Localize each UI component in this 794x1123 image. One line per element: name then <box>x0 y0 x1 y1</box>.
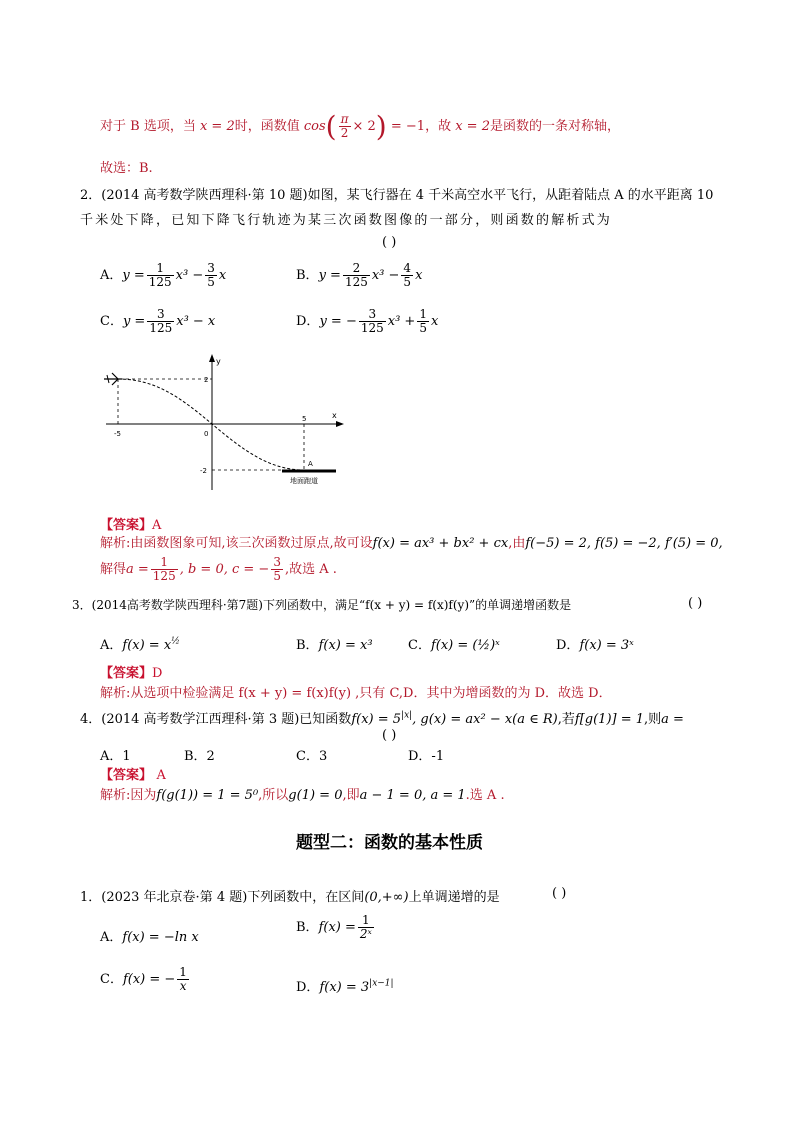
q2-option-d: D．y = − $\frac{3}{125}$ x³ + $\frac{1}{5}$ x <box>296 307 439 336</box>
q3-option-b: B．f(x) = x³ <box>296 638 373 653</box>
q2-option-b: B．y = $\frac{2}{125}$ x³ − $\frac{4}{5}$ x <box>296 261 423 290</box>
tick-2: 2 <box>204 376 209 384</box>
x-axis-arrow <box>336 421 344 427</box>
prev-solution-line: 对于 B 选项，当 x = 2时，函数值 cos( $\frac{\pi}{2}$ × 2) = −1，故 x = 2是函数的一条对称轴， <box>100 110 620 143</box>
s1-answer-paren: ( ) <box>552 886 567 901</box>
origin-label: 0 <box>204 430 209 438</box>
q2-solution-line2: 解得a = $\frac{1}{125}$ , b = 0, c = − $\frac{3}{5}$ ,故选 A . <box>100 555 337 584</box>
section-title: 题型二：函数的基本性质 <box>296 833 483 853</box>
s1-option-c: C．f(x) = − $\frac{1}{x}$ <box>100 965 187 994</box>
s1-option-d: D．$f(x) = 3^{|x-1|}$ <box>296 978 394 995</box>
s1-stem: 1．(2023 年北京卷·第 4 题)下列函数中，在区间(0,+∞)上单调递增的是 <box>80 890 500 905</box>
fraction: $\frac{\pi}{2}$ <box>340 111 349 140</box>
q3-option-a: A．$f(x) = x^{\frac{1}{2}}$ <box>100 636 180 653</box>
q2-stem-line1: 2．(2014 高考数学陕西理科·第 10 题)如图，某飞行器在 4 千米高空水平飞行，从距着陆点 A 的水平距离 10 <box>80 188 714 203</box>
aircraft-icon <box>104 373 122 385</box>
q3-answer-paren: ( ) <box>688 596 703 611</box>
q2-answer-paren: ( ) <box>382 235 397 250</box>
q4-option-d: D．-1 <box>408 749 445 764</box>
q2-option-a: A．y = $\frac{1}{125}$ x³ − $\frac{3}{5}$ x <box>100 261 227 290</box>
q2-solution-line1: 解析:由函数图象可知,该三次函数过原点,故可设f(x) = ax³ + bx² + cx,由f(−5) = 2, f(5) = −2, f′(5) = 0, <box>100 536 723 551</box>
math: cos <box>303 119 326 134</box>
q4-stem: 4．(2014 高考数学江西理科·第 3 题)已知函数$f(x) = 5^{|x|}$, g(x) = ax² − x(a ∈ R),若f[g(1)] = 1,则a = <box>80 710 684 727</box>
y-axis-arrow <box>209 354 215 362</box>
tick-minus-2: -2 <box>200 467 207 475</box>
point-a-label: A <box>308 460 313 468</box>
s1-option-a: A．f(x) = −ln x <box>100 930 199 945</box>
q3-option-d: D．f(x) = 3ˣ <box>556 638 634 653</box>
prev-choice-line: 故选：B. <box>100 161 153 176</box>
q2-stem-line2: 千米处下降，已知下降飞行轨迹为某三次函数图像的一部分，则函数的解析式为 <box>80 213 613 228</box>
s1-option-b: B．f(x) = $\frac{1}{\text{2ˣ}}$ <box>296 913 372 942</box>
q3-stem: 3．(2014高考数学陕西理科·第7题)下列函数中，满足“f(x + y) = f(x)f(y)”的单调递增函数是 <box>72 598 572 612</box>
q3-answer: 【答案】D <box>100 666 163 681</box>
q3-solution: 解析:从选项中检验满足 f(x + y) = f(x)f(y) ,只有 C,D．其中为增函数的为 D．故选 D． <box>100 686 612 701</box>
q2-answer: 【答案】A <box>100 518 162 533</box>
flight-path-graph <box>100 352 350 492</box>
math: × 2 <box>352 119 376 134</box>
q4-answer-paren: ( ) <box>382 728 397 743</box>
q4-option-c: C．3 <box>296 749 328 764</box>
text: 对于 B 选项，当 <box>100 119 196 134</box>
math: x = 2 <box>455 119 490 134</box>
text: = −1，故 <box>390 119 452 134</box>
text: 时，函数值 <box>234 119 300 134</box>
q4-option-a: A．1 <box>100 749 131 764</box>
q4-option-b: B．2 <box>184 749 215 764</box>
q3-option-c: C．f(x) = (½)ˣ <box>408 638 500 653</box>
q4-solution: 解析:因为f(g(1)) = 1 = 5⁰,所以g(1) = 0,即a − 1 = 0, a = 1.选 A . <box>100 788 505 803</box>
q4-answer: 【答案】 A <box>100 768 166 783</box>
math: x = 2 <box>199 119 235 134</box>
x-label: x <box>332 411 337 420</box>
text: 是函数的一条对称轴， <box>489 119 620 134</box>
tick-5: 5 <box>302 415 307 423</box>
y-label: y <box>216 357 221 366</box>
q2-option-c: C．y = $\frac{3}{125}$ x³ − x <box>100 307 216 336</box>
tick-minus-5: -5 <box>114 430 121 438</box>
runway-label: 地面跑道 <box>290 477 318 485</box>
